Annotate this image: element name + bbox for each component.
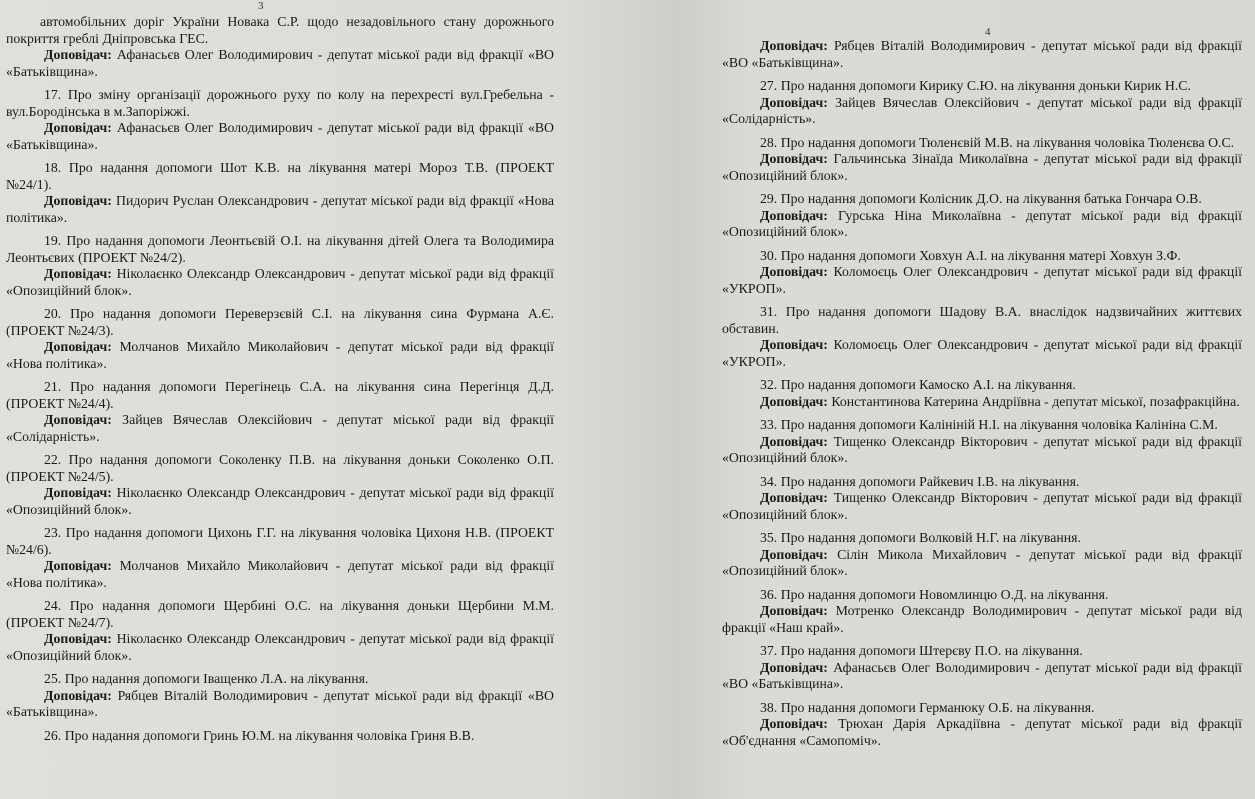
speaker-name: Молчанов Михайло Миколайович - депутат міської ради від фракції «Нова політика». [6, 558, 554, 590]
agenda-item-title: 31. Про надання допомоги Шадову В.А. внаслідок надзвичайних життєвих обставин. [722, 304, 1242, 336]
agenda-item-title: 20. Про надання допомоги Переверзєвій С.І. на лікування сина Фурмана А.Є. (ПРОЕКТ №24/3). [6, 306, 554, 338]
speaker-line [6, 631, 554, 664]
speaker-line [722, 208, 1242, 241]
speaker-name: Зайцев Вячеслав Олексійович - депутат міської ради від фракції «Солідарність». [722, 94, 1243, 126]
speaker-name: Ніколаєнко Олександр Олександрович - депутат міської ради від фракції «Опозиційний блок». [6, 485, 554, 517]
agenda-item-fragment [722, 38, 1242, 71]
speaker-label: Доповідач: [44, 687, 112, 703]
agenda-item [6, 728, 554, 745]
agenda-item [722, 191, 1242, 241]
speaker-label: Доповідач: [44, 47, 112, 62]
speaker-name: Пидорич Руслан Олександрович - депутат міської ради від фракції «Нова політика». [6, 193, 555, 225]
agenda-item-title: автомобільних доріг України Новака С.Р. щодо незадовільного стану дорожнього покриття греблі Дніпровська ГЕС. [6, 14, 554, 46]
speaker-name: Молчанов Михайло Миколайович - депутат міської ради від фракції «Нова політика». [6, 339, 554, 371]
speaker-name: Гальчинська Зінаїда Миколаївна - депутат міської ради від фракції «Опозиційний блок». [722, 151, 1242, 183]
agenda-item [722, 643, 1242, 693]
agenda-item-title: 28. Про надання допомоги Тюленєвій М.В. на лікування чоловіка Тюленєва О.С. [760, 134, 1235, 150]
speaker-label: Доповідач: [44, 266, 112, 281]
agenda-item [6, 379, 554, 445]
agenda-item [722, 587, 1242, 637]
speaker-label: Доповідач: [760, 393, 828, 409]
agenda-item-title: 33. Про надання допомоги Калініній Н.І. на лікування чоловіка Калініна С.М. [760, 417, 1218, 432]
speaker-name: Гурська Ніна Миколаївна - депутат міської ради від фракції «Опозиційний блок». [722, 207, 1242, 239]
speaker-label: Доповідач: [760, 38, 828, 53]
speaker-name: Рябцев Віталій Володимирович - депутат міської ради від фракції «ВО «Батьківщина». [722, 38, 1243, 70]
agenda-item [6, 671, 554, 721]
right-page [722, 38, 1242, 756]
agenda-item-title: 25. Про надання допомоги Іващенко Л.А. на лікування. [44, 671, 369, 686]
speaker-name: Мотренко Олександр Володимирович - депутат міської ради від фракції «Наш край». [722, 603, 1242, 635]
speaker-line [6, 412, 554, 445]
agenda-item [6, 306, 554, 372]
speaker-name: Коломоєць Олег Олександрович - депутат міської ради від фракції «УКРОП». [722, 337, 1242, 369]
speaker-name: Коломоєць Олег Олександрович - депутат міської ради від фракції «УКРОП». [722, 264, 1242, 296]
speaker-name: Ніколаєнко Олександр Олександрович - депутат міської ради від фракції «Опозиційний блок». [6, 631, 554, 663]
agenda-item [722, 377, 1242, 410]
speaker-name: Афанасьєв Олег Володимирович - депутат міської ради від фракції «ВО «Батьківщина». [6, 47, 555, 79]
agenda-item [722, 135, 1242, 185]
agenda-item-title: 23. Про надання допомоги Цихонь Г.Г. на лікування чоловіка Цихоня Н.В. (ПРОЕКТ №24/6). [6, 525, 554, 557]
speaker-line [722, 490, 1242, 523]
speaker-line [6, 339, 554, 372]
agenda-item [722, 304, 1242, 370]
speaker-label: Доповідач: [44, 485, 112, 500]
agenda-item [6, 160, 554, 226]
speaker-name: Зайцев Вячеслав Олексійович - депутат міської ради від фракції «Солідарність». [6, 412, 555, 444]
speaker-label: Доповідач: [760, 337, 828, 352]
agenda-item [6, 233, 554, 299]
agenda-item-title: 17. Про зміну організації дорожнього руху по колу на перехресті вул.Гребельна - вул.Бородінська в м.Запоріжжі. [6, 87, 554, 119]
speaker-name: Тищенко Олександр Вікторович - депутат міської ради від фракції «Опозиційний блок». [722, 490, 1242, 522]
speaker-line [722, 716, 1242, 749]
speaker-label: Доповідач: [760, 490, 828, 505]
speaker-name: Константинова Катерина Андріївна - депутат міської, позафракційна. [831, 393, 1240, 409]
agenda-item-title: 34. Про надання допомоги Райкевич І.В. на лікування. [760, 473, 1080, 489]
speaker-label: Доповідач: [44, 339, 112, 354]
agenda-item [722, 530, 1242, 580]
agenda-item-title: 29. Про надання допомоги Колісник Д.О. на лікування батька Гончара О.В. [760, 191, 1202, 206]
agenda-item-title: 30. Про надання допомоги Ховхун А.І. на лікування матері Ховхун З.Ф. [760, 247, 1181, 263]
agenda-item [722, 700, 1242, 750]
agenda-item-title: 18. Про надання допомоги Шот К.В. на лікування матері Мороз Т.В. (ПРОЕКТ №24/1). [6, 160, 554, 192]
agenda-item-title: 36. Про надання допомоги Новомлинцю О.Д. на лікування. [760, 586, 1109, 602]
agenda-item-title: 27. Про надання допомоги Кирику С.Ю. на лікування доньки Кирик Н.С. [760, 78, 1191, 93]
speaker-name: Сілін Микола Михайлович - депутат міської ради від фракції «Опозиційний блок». [722, 546, 1243, 578]
speaker-line [722, 264, 1242, 297]
speaker-line [6, 688, 554, 721]
speaker-name: Афанасьєв Олег Володимирович - депутат міської ради від фракції «ВО «Батьківщина». [6, 120, 555, 152]
speaker-label: Доповідач: [44, 193, 112, 208]
speaker-line [722, 394, 1242, 411]
speaker-label: Доповідач: [760, 716, 828, 731]
speaker-line [722, 547, 1242, 580]
agenda-item-title: 38. Про надання допомоги Германюку О.Б. на лікування. [760, 699, 1095, 715]
agenda-item [722, 78, 1242, 128]
speaker-line [722, 603, 1242, 636]
agenda-item [6, 452, 554, 518]
agenda-item [6, 598, 554, 664]
speaker-name: Тищенко Олександр Вікторович - депутат міської ради від фракції «Опозиційний блок». [722, 433, 1242, 465]
speaker-name: Афанасьєв Олег Володимирович - депутат міської ради від фракції «ВО «Батьківщина». [722, 659, 1242, 691]
agenda-item [722, 248, 1242, 298]
speaker-line [722, 660, 1242, 693]
agenda-item-title: 22. Про надання допомоги Соколенку П.В. на лікування доньки Соколенко О.П. (ПРОЕКТ №24/5). [6, 452, 554, 484]
speaker-label: Доповідач: [44, 631, 112, 646]
agenda-item-title: 26. Про надання допомоги Гринь Ю.М. на лікування чоловіка Гриня В.В. [44, 727, 475, 743]
speaker-label: Доповідач: [760, 94, 828, 110]
speaker-label: Доповідач: [44, 412, 112, 427]
speaker-label: Доповідач: [760, 603, 828, 618]
speaker-label: Доповідач: [760, 151, 828, 166]
speaker-line [722, 38, 1242, 71]
speaker-line [722, 151, 1242, 184]
page-number-left: 3 [258, 0, 264, 12]
speaker-label: Доповідач: [760, 546, 828, 562]
speaker-line [722, 95, 1242, 128]
speaker-label: Доповідач: [760, 207, 828, 223]
speaker-name: Ніколаєнко Олександр Олександрович - депутат міської ради від фракції «Опозиційний блок». [6, 266, 554, 298]
speaker-label: Доповідач: [44, 558, 112, 573]
agenda-item-title: 21. Про надання допомоги Перегінець С.А. на лікування сина Перегінця Д.Д. (ПРОЕКТ №24/4). [6, 379, 554, 411]
speaker-line [722, 337, 1242, 370]
agenda-item [722, 474, 1242, 524]
speaker-line [6, 485, 554, 518]
speaker-label: Доповідач: [760, 433, 828, 449]
speaker-line [6, 47, 554, 80]
agenda-item [722, 417, 1242, 467]
speaker-line [722, 434, 1242, 467]
left-page [6, 14, 554, 751]
page-number-right: 4 [985, 26, 991, 38]
agenda-item-title: 32. Про надання допомоги Камоско А.І. на лікування. [760, 377, 1076, 392]
speaker-name: Трюхан Дарія Аркадіївна - депутат міської ради від фракції «Об'єднання «Самопоміч». [722, 716, 1243, 748]
agenda-item-title: 37. Про надання допомоги Штерєву П.О. на лікування. [760, 643, 1083, 658]
speaker-line [6, 193, 554, 226]
speaker-label: Доповідач: [760, 264, 828, 279]
speaker-label: Доповідач: [760, 659, 828, 675]
agenda-item-fragment [6, 14, 554, 80]
agenda-item-title: 24. Про надання допомоги Щербині О.С. на лікування доньки Щербини М.М. (ПРОЕКТ №24/7). [6, 598, 554, 630]
speaker-name: Рябцев Віталій Володимирович - депутат міської ради від фракції «ВО «Батьківщина». [6, 687, 554, 719]
agenda-item-title: 19. Про надання допомоги Леонтьєвій О.І. на лікування дітей Олега та Володимира Леонтьєвих (ПРОЕКТ №24/2). [6, 233, 554, 265]
agenda-item-title: 35. Про надання допомоги Волковій Н.Г. на лікування. [760, 530, 1081, 545]
speaker-line [6, 558, 554, 591]
speaker-line [6, 120, 554, 153]
agenda-item [6, 525, 554, 591]
agenda-item [6, 87, 554, 153]
speaker-label: Доповідач: [44, 120, 112, 135]
speaker-line [6, 266, 554, 299]
